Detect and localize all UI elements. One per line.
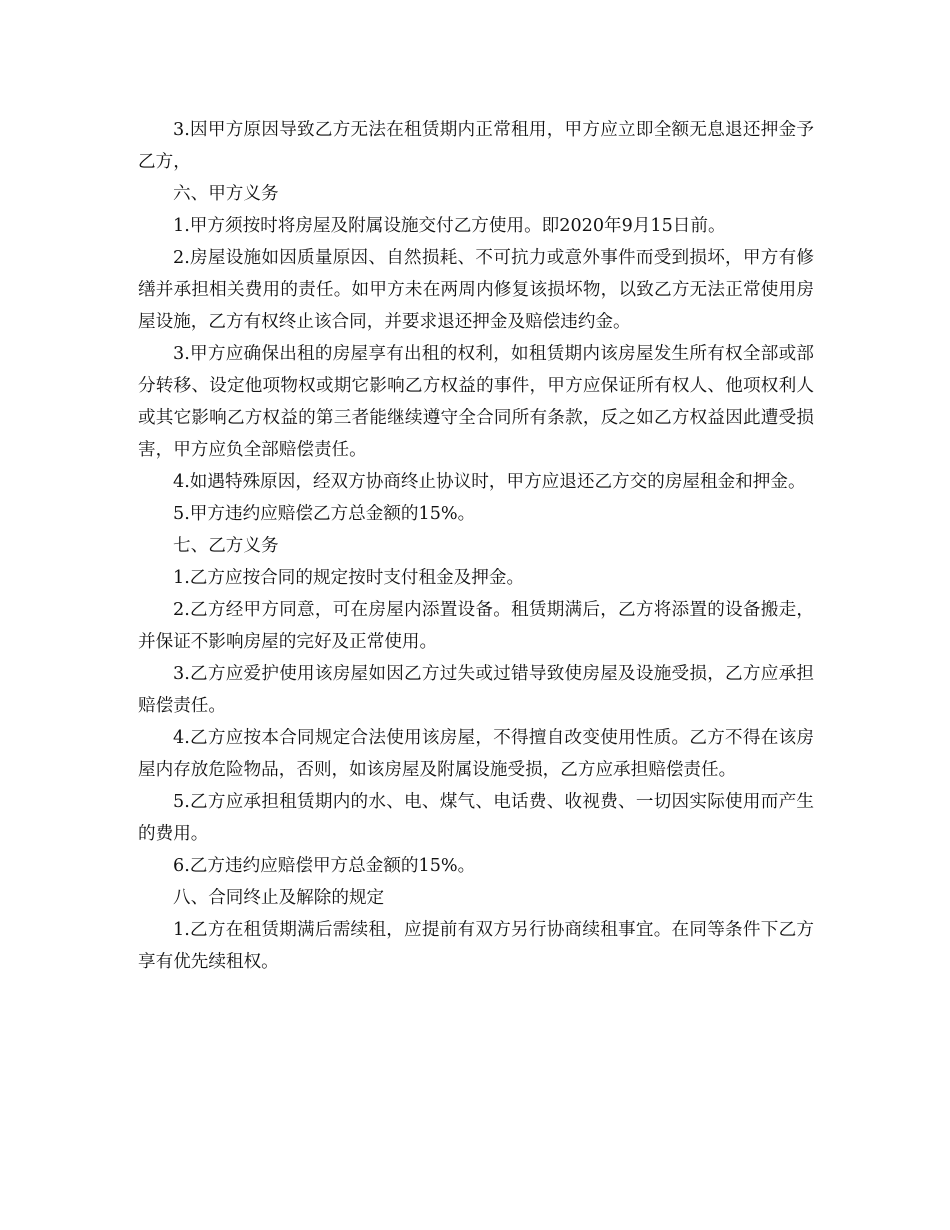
clause-7-2-paragraph: 2.乙方经甲方同意，可在房屋内添置设备。租赁期满后，乙方将添置的设备搬走，并保证不影响房屋的完好及正常使用。: [138, 600, 814, 652]
section-8-heading: 八、合同终止及解除的规定: [173, 888, 385, 908]
clause-7-3-paragraph: 3.乙方应爱护使用该房屋如因乙方过失或过错导致使房屋及设施受损，乙方应承担赔偿责任。: [138, 664, 814, 716]
clause-7-4-paragraph: 4.乙方应按本合同规定合法使用该房屋，不得擅自改变使用性质。乙方不得在该房屋内存放危险物品，否则，如该房屋及附属设施受损，乙方应承担赔偿责任。: [138, 728, 814, 780]
clause-5-3-paragraph: 3.因甲方原因导致乙方无法在租赁期内正常租用，甲方应立即全额无息退还押金予乙方，: [138, 120, 814, 172]
clause-6-2-paragraph: 2.房屋设施如因质量原因、自然损耗、不可抗力或意外事件而受到损坏，甲方有修缮并承担相关费用的责任。如甲方未在两周内修复该损坏物，以致乙方无法正常使用房屋设施，乙方有权终止该合同，并要求退还押金及赔偿违约金。: [138, 248, 814, 332]
clause-6-5-paragraph: 5.甲方违约应赔偿乙方总金额的15%。: [173, 504, 476, 524]
clause-6-3-paragraph: 3.甲方应确保出租的房屋享有出租的权利，如租赁期内该房屋发生所有权全部或部分转移、设定他项物权或期它影响乙方权益的事件，甲方应保证所有权人、他项权利人或其它影响乙方权益的第三者能继续遵守全合同所有条款，反之如乙方权益因此遭受损害，甲方应负全部赔偿责任。: [138, 344, 814, 460]
document-body: [138, 114, 814, 978]
clause-6-4-paragraph: 4.如遇特殊原因，经双方协商终止协议时，甲方应退还乙方交的房屋租金和押金。: [173, 472, 806, 492]
section-7-heading: 七、乙方义务: [173, 536, 279, 556]
clause-7-6-paragraph: 6.乙方违约应赔偿甲方总金额的15%。: [173, 856, 476, 876]
clause-7-5-paragraph: 5.乙方应承担租赁期内的水、电、煤气、电话费、收视费、一切因实际使用而产生的费用。: [138, 792, 814, 844]
section-6-heading: 六、甲方义务: [173, 184, 279, 204]
clause-6-1-paragraph: 1.甲方须按时将房屋及附属设施交付乙方使用。即2020年9月15日前。: [173, 216, 726, 236]
clause-7-1-paragraph: 1.乙方应按合同的规定按时支付租金及押金。: [173, 568, 525, 588]
clause-8-1-paragraph: 1.乙方在租赁期满后需续租，应提前有双方另行协商续租事宜。在同等条件下乙方享有优先续租权。: [138, 920, 814, 972]
